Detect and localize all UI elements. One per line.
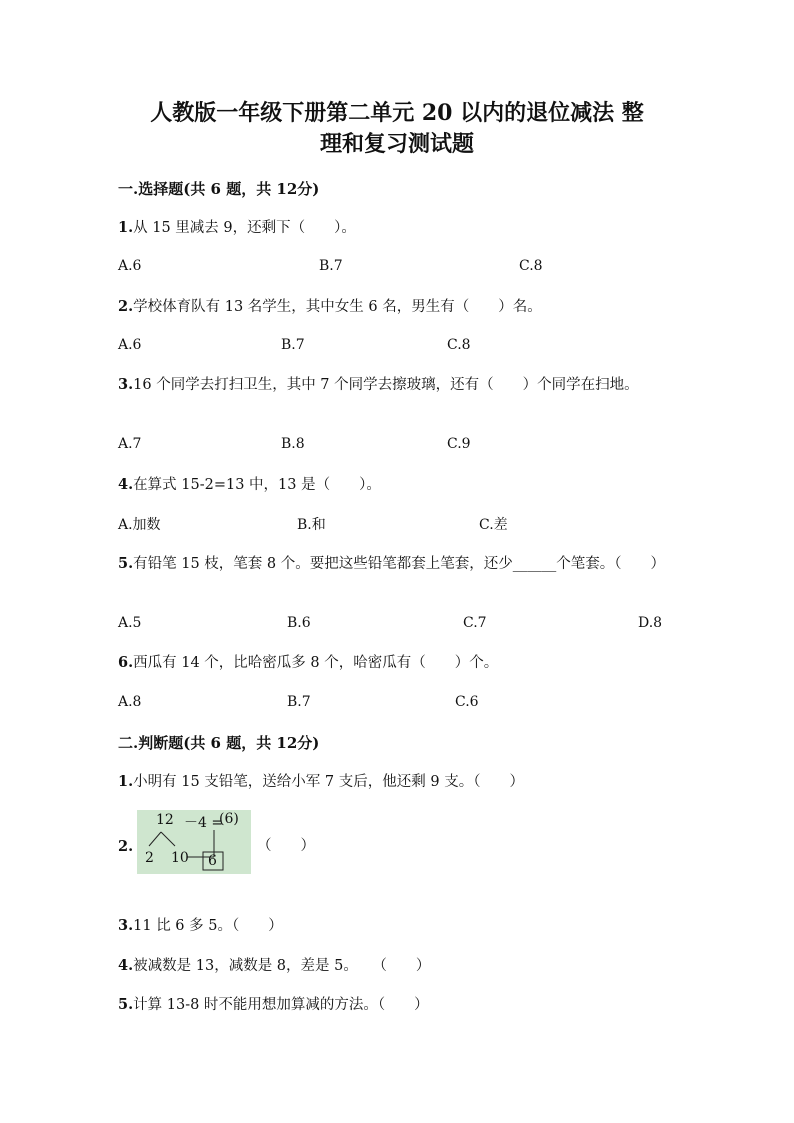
question-number: 2. [118, 298, 134, 315]
question-3 [118, 374, 678, 396]
question-4 [118, 474, 678, 496]
minuend-label: 12 [156, 812, 174, 828]
question-text: 计算 13-8 时不能用想加算减的方法。（ ） [133, 997, 429, 1013]
section-heading-judgement: 二.判断题(共 6 题，共 12分) [118, 734, 320, 752]
question-number: 2. [118, 838, 134, 855]
judgement-2 [118, 836, 138, 858]
option-b[interactable]: B.8 [281, 436, 305, 452]
option-c[interactable]: C.6 [455, 694, 479, 710]
question-5 [118, 553, 678, 575]
option-a[interactable]: A.5 [118, 615, 142, 631]
option-b[interactable]: B.7 [281, 337, 305, 353]
subtraction-diagram [137, 810, 251, 874]
question-text: 西瓜有 14 个，比哈密瓜多 8 个，哈密瓜有（ ）个。 [133, 655, 499, 671]
option-c[interactable]: C.8 [447, 337, 471, 353]
question-number: 3. [118, 917, 134, 934]
option-b[interactable]: B.7 [287, 694, 311, 710]
split-b-label: 10 [171, 850, 189, 866]
title-line-2: 理和复习测试题 [319, 131, 474, 157]
question-text: 小明有 15 支铅笔，送给小军 7 支后，他还剩 9 支。（ ） [133, 774, 524, 790]
question-text: 在算式 15-2=13 中，13 是（ ）。 [133, 477, 381, 493]
question-6 [118, 652, 678, 674]
question-number: 6. [118, 654, 134, 671]
judgement-1 [118, 771, 678, 793]
option-a[interactable]: A.7 [118, 436, 142, 452]
question-number: 5. [118, 555, 134, 572]
question-text: 从 15 里减去 9，还剩下（ ）。 [133, 220, 356, 236]
option-a[interactable]: A.6 [118, 337, 142, 353]
question-number: 1. [118, 773, 134, 790]
option-b[interactable]: B.7 [319, 258, 343, 274]
question-number: 4. [118, 476, 134, 493]
question-1 [118, 217, 678, 239]
subtrahend-label: －4 = [184, 815, 224, 831]
question-text: 11 比 6 多 5。（ ） [133, 918, 283, 934]
question-text: 学校体育队有 13 名学生，其中女生 6 名，男生有（ ）名。 [133, 299, 542, 315]
option-d[interactable]: D.8 [638, 615, 663, 631]
option-c[interactable]: C.7 [463, 615, 487, 631]
boxed-answer: 6 [208, 853, 217, 869]
judgement-4 [118, 955, 678, 977]
question-number: 5. [118, 996, 134, 1013]
option-c[interactable]: C.8 [519, 258, 543, 274]
question-number: 4. [118, 957, 134, 974]
option-a[interactable]: A.8 [118, 694, 142, 710]
option-b[interactable]: B.和 [297, 517, 326, 533]
judgement-5 [118, 994, 678, 1016]
question-2 [118, 296, 678, 318]
question-text: 被减数是 13，减数是 8，差是 5。 （ ） [133, 958, 431, 974]
judgement-3 [118, 915, 678, 937]
option-c[interactable]: C.差 [479, 517, 508, 533]
section-heading-choice: 一.选择题(共 6 题，共 12分) [118, 180, 320, 198]
question-text: 有铅笔 15 枝，笔套 8 个。要把这些铅笔都套上笔套，还少______个笔套。（ ） [133, 556, 666, 572]
option-c[interactable]: C.9 [447, 436, 471, 452]
question-number: 3. [118, 376, 134, 393]
answer-parentheses: （ ） [257, 838, 315, 854]
result-label: (6) [219, 811, 239, 827]
option-a[interactable]: A.加数 [118, 517, 161, 533]
page-title [100, 98, 694, 160]
title-line-1: 人教版一年级下册第二单元 20 以内的退位减法 整 [150, 100, 644, 126]
question-text: 16 个同学去打扫卫生，其中 7 个同学去擦玻璃，还有（ ）个同学在扫地。 [133, 377, 639, 393]
question-number: 1. [118, 219, 134, 236]
option-b[interactable]: B.6 [287, 615, 311, 631]
split-a-label: 2 [145, 850, 154, 866]
option-a[interactable]: A.6 [118, 258, 142, 274]
